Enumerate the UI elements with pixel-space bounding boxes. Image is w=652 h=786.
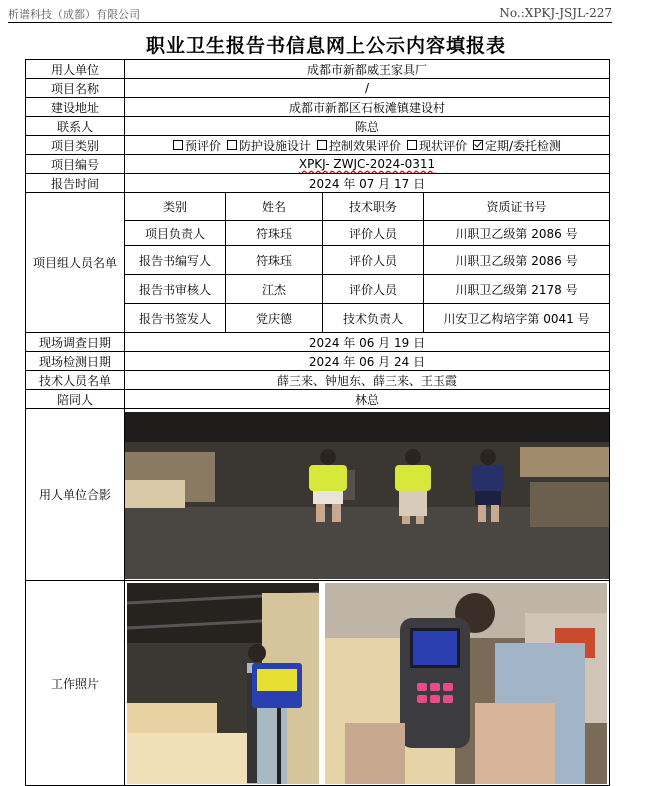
group-photo-image [125,412,609,579]
option-protection-design[interactable]: 防护设施设计 [227,139,311,153]
row-technicians [26,371,610,390]
team-header-title: 技术职务 [323,193,424,221]
team-header-role: 类别 [125,193,226,221]
member-cert: 川职卫乙级第 2086 号 [424,221,610,246]
header-company: 析谱科技（成都）有限公司 [8,8,140,21]
survey-date-label: 现场调查日期 [26,333,125,352]
member-name: 党庆德 [226,304,323,333]
option-control-effect[interactable]: 控制效果评价 [317,139,401,153]
member-cert: 川安卫乙构培字第 0041 号 [424,304,610,333]
address-label: 建设地址 [26,98,125,117]
work-photos-label: 工作照片 [26,581,125,786]
member-cert: 川职卫乙级第 2086 号 [424,246,610,275]
member-title: 评价人员 [323,246,424,275]
project-type-label: 项目类别 [26,136,125,155]
contact-value: 陈总 [125,117,610,136]
project-name-label: 项目名称 [26,79,125,98]
member-name: 符珠珏 [226,221,323,246]
option-periodic-testing[interactable]: 定期/委托检测 [473,139,561,153]
checkbox-icon [407,140,417,150]
row-project-name [26,79,610,98]
checkbox-icon [173,140,183,150]
member-name: 江杰 [226,275,323,304]
project-name-value: / [125,79,610,98]
row-test-date [26,352,610,371]
employer-label: 用人单位 [26,60,125,79]
row-project-type [26,136,610,155]
team-label: 项目组人员名单 [26,193,125,333]
row-work-photos [26,581,610,786]
row-escort [26,390,610,409]
work-photo-sound-meter [325,583,607,784]
header-doc-number: No.:XPKJ-JSJL-227 [499,6,612,20]
header-divider [8,22,612,23]
checkbox-checked-icon [473,140,483,150]
option-status-evaluation[interactable]: 现状评价 [407,139,467,153]
contact-label: 联系人 [26,117,125,136]
member-role: 报告书签发人 [125,304,226,333]
employer-value: 成都市新都威王家具厂 [125,60,610,79]
address-value: 成都市新都区石板滩镇建设村 [125,98,610,117]
project-no-value: XPKJ- ZWJC-2024-0311 [298,157,436,171]
technicians-label: 技术人员名单 [26,371,125,390]
member-name: 符珠珏 [226,246,323,275]
row-contact [26,117,610,136]
team-header-name: 姓名 [226,193,323,221]
escort-label: 陪同人 [26,390,125,409]
technicians-value: 薛三来、钟旭东、薛三来、王玉霞 [125,371,610,390]
report-time-label: 报告时间 [26,174,125,193]
member-role: 报告书审核人 [125,275,226,304]
escort-value: 林总 [125,390,610,409]
project-type-options [125,136,610,155]
group-photo-label: 用人单位合影 [26,409,125,581]
member-role: 项目负责人 [125,221,226,246]
member-title: 评价人员 [323,221,424,246]
test-date-label: 现场检测日期 [26,352,125,371]
option-pre-evaluation[interactable]: 预评价 [173,139,221,153]
row-group-photo [26,409,610,581]
page-title: 职业卫生报告书信息网上公示内容填报表 [145,35,506,57]
member-title: 评价人员 [323,275,424,304]
row-address [26,98,610,117]
survey-date-value: 2024 年 06 月 19 日 [125,333,610,352]
report-time-value: 2024 年 07 月 17 日 [125,174,610,193]
member-role: 报告书编写人 [125,246,226,275]
checkbox-icon [317,140,327,150]
row-employer [26,60,610,79]
team-header-row [26,193,610,221]
info-form-table [25,59,610,786]
test-date-value: 2024 年 06 月 24 日 [125,352,610,371]
work-photo-noise-test [127,583,319,784]
row-project-no [26,155,610,174]
project-no-label: 项目编号 [26,155,125,174]
member-cert: 川职卫乙级第 2178 号 [424,275,610,304]
team-header-cert: 资质证书号 [424,193,610,221]
row-survey-date [26,333,610,352]
member-title: 技术负责人 [323,304,424,333]
checkbox-icon [227,140,237,150]
row-report-time [26,174,610,193]
